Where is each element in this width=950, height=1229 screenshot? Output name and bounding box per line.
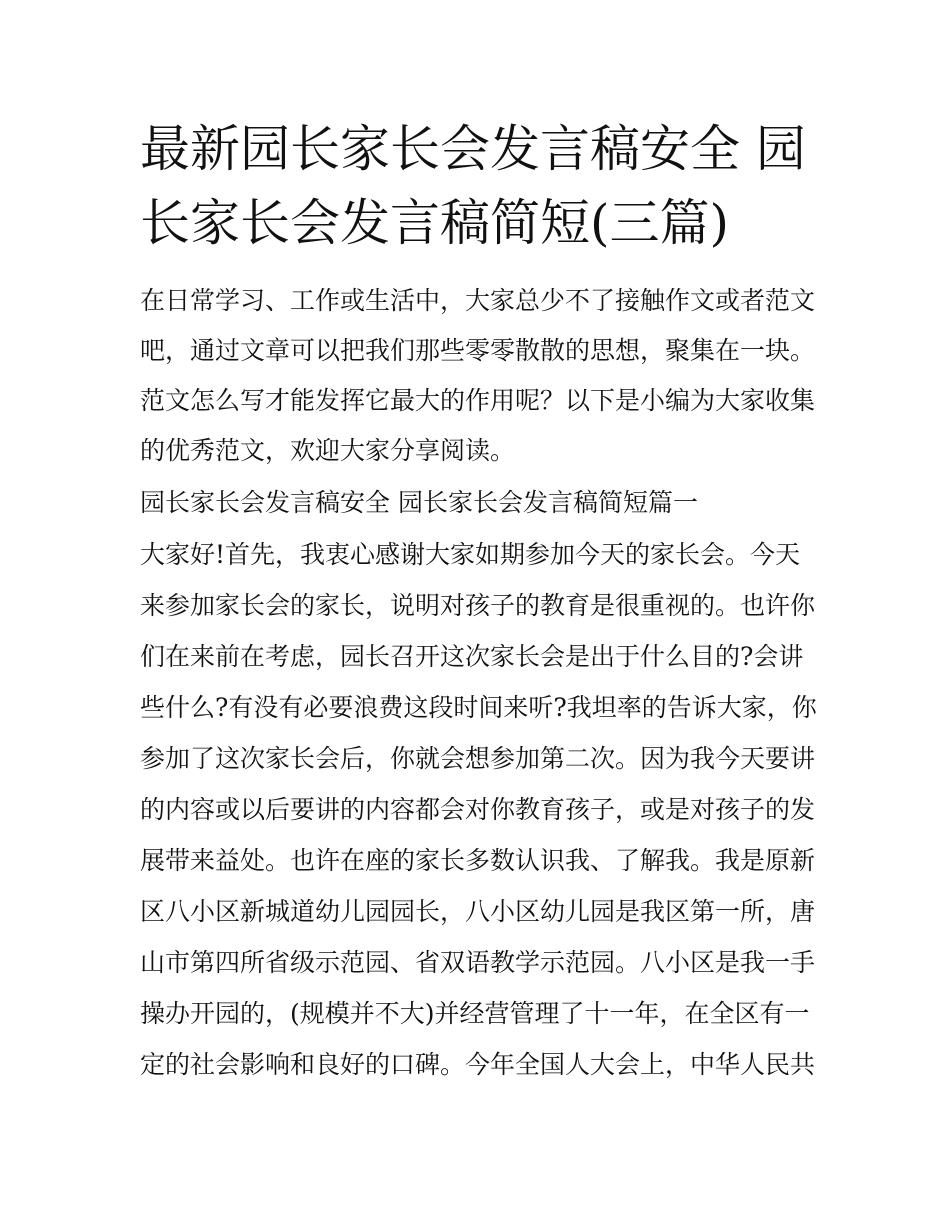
document-title	[140, 112, 820, 260]
body-line-6: 的内容或以后要讲的内容都会对你教育孩子，或是对孩子的发	[140, 795, 816, 824]
body-line-7: 展带来益处。也许在座的家长多数认识我、了解我。我是原新	[140, 846, 816, 875]
body-line-5: 参加了这次家长会后，你就会想参加第二次。因为我今天要讲	[140, 744, 816, 773]
body-line-10: 操办开园的，(规模并不大)并经营管理了十一年，在全区有一	[140, 999, 810, 1028]
body-line-1: 大家好!首先，我衷心感谢大家如期参加今天的家长会。今天	[140, 540, 801, 569]
title-line-2: 长家长会发言稿简短(三篇)	[140, 194, 730, 252]
body-line-9: 山市第四所省级示范园、省双语教学示范园。八小区是我一手	[140, 948, 816, 977]
body-line-11: 定的社会影响和良好的口碑。今年全国人大会上，中华人民共	[140, 1050, 816, 1079]
intro-line-3: 范文怎么写才能发挥它最大的作用呢？以下是小编为大家收集	[140, 386, 816, 415]
intro-line-4: 的优秀范文，欢迎大家分享阅读。	[140, 436, 516, 465]
intro-line-2: 吧，通过文章可以把我们那些零零散散的思想，聚集在一块。	[140, 336, 816, 365]
section-heading: 园长家长会发言稿安全 园长家长会发言稿简短篇一	[140, 488, 698, 517]
title-line-1: 最新园长家长会发言稿安全 园	[140, 120, 806, 178]
body-line-4: 些什么?有没有必要浪费这段时间来听?我坦率的告诉大家，你	[140, 693, 817, 722]
intro-line-1: 在日常学习、工作或生活中，大家总少不了接触作文或者范文	[140, 286, 816, 315]
body-line-3: 们在来前在考虑，园长召开这次家长会是出于什么目的?会讲	[140, 642, 804, 671]
body-line-8: 区八小区新城道幼儿园园长，八小区幼儿园是我区第一所，唐	[140, 897, 816, 926]
body-line-2: 来参加家长会的家长，说明对孩子的教育是很重视的。也许你	[140, 591, 816, 620]
